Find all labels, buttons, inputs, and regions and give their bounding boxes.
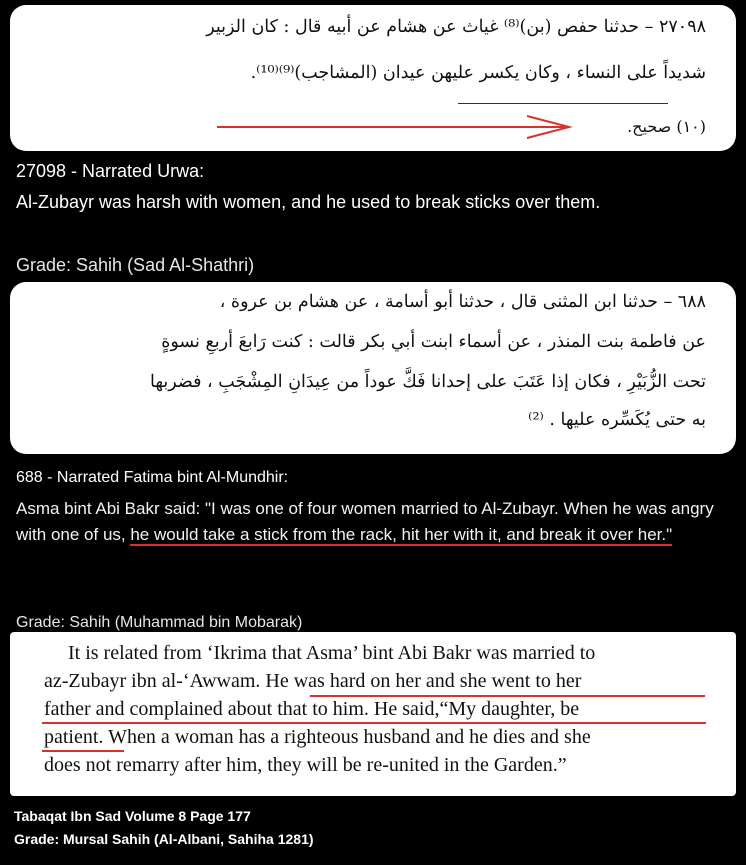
- footer-grade: Grade: Mursal Sahih (Al-Albani, Sahiha 1281): [14, 831, 314, 847]
- book-line: patient. When a woman has a righteous husband and he dies and she: [44, 726, 591, 748]
- arabic-line: به حتى يُكَسِّره عليها . ⁽²⁾: [528, 410, 706, 430]
- book-line: does not remarry after him, they will be re-united in the Garden.”: [44, 754, 567, 776]
- hadith-translation: Al-Zubayr was harsh with women, and he used to break sticks over them.: [16, 192, 601, 212]
- source-citation: Tabaqat Ibn Sad Volume 8 Page 177: [14, 808, 251, 824]
- book-line: father and complained about that to him. He said,“My daughter, be: [44, 698, 580, 720]
- hadith-grade: Grade: Sahih (Muhammad bin Mobarak): [16, 614, 303, 631]
- footnote-divider: [458, 103, 668, 104]
- red-arrow-icon: [215, 113, 575, 141]
- hadith-translation: [16, 496, 736, 548]
- arabic-line: عن فاطمة بنت المنذر ، عن أسماء ابنت أبي بكر قالت : كنت رَابعَ أربعِ نسوةٍ: [161, 332, 706, 352]
- book-scan-card: [10, 632, 736, 796]
- underlined-passage: he would take a stick from the rack, hit her with it, and break it over her.": [130, 525, 673, 544]
- arabic-line: شديداً على النساء ، وكان يكسر عليهن عيدان (المشاجب)⁽⁹⁾⁽¹⁰⁾.: [250, 63, 706, 83]
- book-line: It is related from ‘Ikrima that Asma’ bint Abi Bakr was married to: [68, 642, 596, 664]
- hadith-heading: 27098 - Narrated Urwa:: [16, 161, 205, 181]
- arabic-scan-card-1: [10, 5, 736, 151]
- arabic-line: تحت الزُّبَيْرِ ، فكان إذا عَتَبَ على إحدانا فَكَّ عوداً من عِيدَانِ المِشْجَبِ ، فضربها: [149, 372, 706, 392]
- hadith-heading: 688 - Narrated Fatima bint Al-Mundhir:: [16, 469, 289, 486]
- arabic-scan-card-2: [10, 282, 736, 454]
- underline-mark: [42, 722, 706, 724]
- arabic-line: ٦٨٨ – حدثنا ابن المثنى قال ، حدثنا أبو أسامة ، عن هشام بن عروة ،: [219, 292, 706, 312]
- underline-mark: [42, 750, 124, 752]
- translation-text: Asma bint Abi Bakr said: "I was one of four women married to Al-Zubayr. When he was angry with one of us,: [16, 499, 714, 544]
- arabic-line: ٢٧٠٩٨ – حدثنا حفص (بن)⁽⁸⁾ غياث عن هشام عن أبيه قال : كان الزبير: [206, 17, 706, 37]
- footnote-text: (١٠) صحيح.: [627, 117, 706, 136]
- hadith-grade: Grade: Sahih (Sad Al-Shathri): [16, 255, 255, 275]
- underline-mark: [310, 695, 705, 697]
- book-line: az-Zubayr ibn al-‘Awwam. He was hard on her and she went to her: [44, 670, 582, 692]
